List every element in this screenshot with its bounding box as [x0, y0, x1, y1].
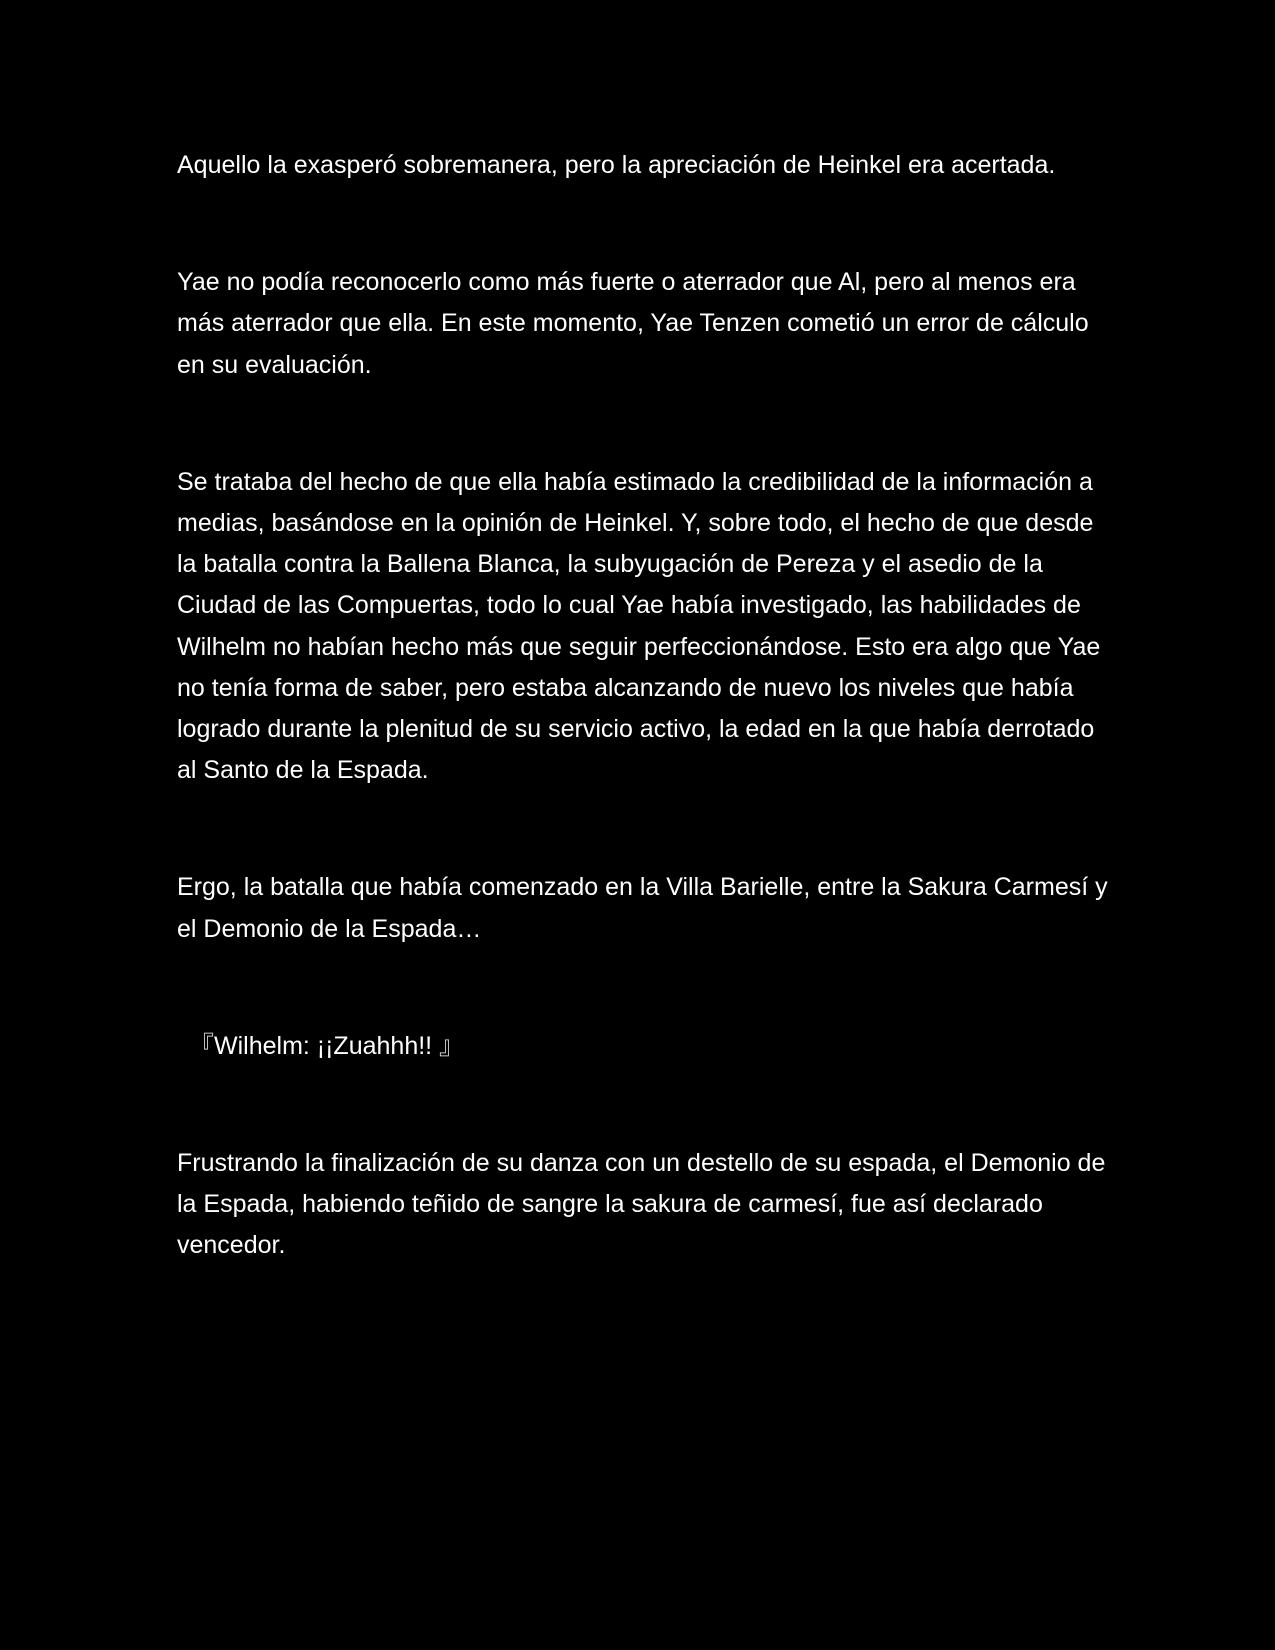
- dialogue-line: 『Wilhelm: ¡¡Zuahhh!! 』: [189, 1031, 465, 1060]
- paragraph-4: Ergo, la batalla que había comenzado en la Villa Barielle, entre la Sakura Carmesí y el Demonio de la Espada…: [177, 873, 1108, 943]
- paragraph-1: Aquello la exasperó sobremanera, pero la apreciación de Heinkel era acertada.: [177, 151, 1056, 179]
- paragraph-2: Yae no podía reconocerlo como más fuerte o aterrador que Al, pero al menos era más aterrador que ella. En este momento, Yae Tenzen cometió un error de cálculo en su evaluación.: [177, 268, 1089, 379]
- paragraph-final: Frustrando la finalización de su danza con un destello de su espada, el Demonio de la Espada, habiendo teñido de sangre la sakura de carmesí, fue así declarado vencedor.: [177, 1149, 1106, 1260]
- paragraph-3: Se trataba del hecho de que ella había estimado la credibilidad de la información a medias, basándose en la opinión de Heinkel. Y, sobre todo, el hecho de que desde la batalla contra la Ballena Blanca, la subyugación de Pereza y el asedio de la Ciudad de las Compuertas, todo lo cual Yae había investigado, las habilidades de Wilhelm no habían hecho más que seguir perfeccionándose. Esto era algo que Yae no tenía forma de saber, pero estaba alcanzando de nuevo los niveles que había logrado durante la plenitud de su servicio activo, la edad en la que había derrotado al Santo de la Espada.: [177, 467, 1101, 785]
- text-column: [177, 145, 1117, 1267]
